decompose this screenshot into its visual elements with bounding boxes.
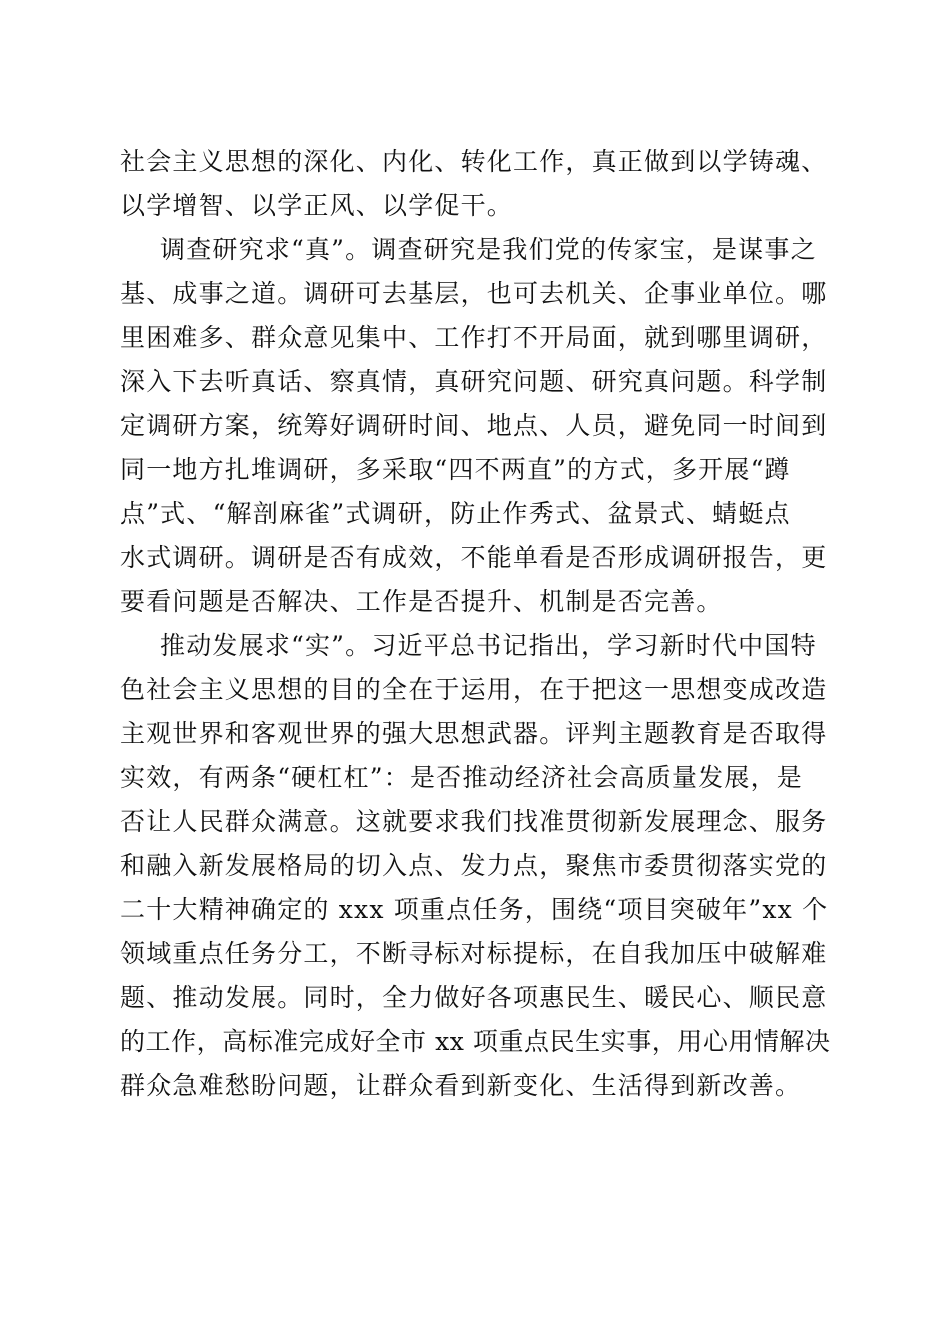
text-line: 调查研究求“真”。调查研究是我们党的传家宝，是谋事之 [160, 235, 817, 264]
text-line: 定调研方案，统筹好调研时间、地点、人员，避免同一时间到 [120, 411, 828, 440]
document-body [120, 140, 832, 1108]
text-line: 水式调研。调研是否有成效，不能单看是否形成调研报告，更 [120, 543, 828, 572]
text-line: 否让人民群众满意。这就要求我们找准贯彻新发展理念、服务 [120, 807, 828, 836]
paragraph-2 [120, 228, 832, 624]
text-line: 色社会主义思想的目的全在于运用，在于把这一思想变成改造 [120, 675, 828, 704]
text-line: 和融入新发展格局的切入点、发力点，聚焦市委贯彻落实党的 [120, 851, 828, 880]
text-line: 题、推动发展。同时，全力做好各项惠民生、暖民心、顺民意 [120, 983, 828, 1012]
text-line: 二十大精神确定的 xxx 项重点任务，围绕“项目突破年”xx 个 [120, 895, 829, 924]
text-line: 基、成事之道。调研可去基层，也可去机关、企事业单位。哪 [120, 279, 828, 308]
text-line: 主观世界和客观世界的强大思想武器。评判主题教育是否取得 [120, 719, 828, 748]
text-line: 领域重点任务分工，不断寻标对标提标，在自我加压中破解难 [120, 939, 828, 968]
text-line: 同一地方扎堆调研，多采取“四不两直”的方式，多开展“蹲 [120, 455, 791, 484]
paragraph-3 [120, 624, 832, 1108]
text-line: 点”式、“解剖麻雀”式调研，防止作秀式、盆景式、蜻蜓点 [120, 499, 791, 528]
text-line: 以学增智、以学正风、以学促干。 [120, 191, 514, 220]
text-line: 群众急难愁盼问题，让群众看到新变化、生活得到新改善。 [120, 1071, 802, 1100]
text-line: 要看问题是否解决、工作是否提升、机制是否完善。 [120, 587, 723, 616]
text-line: 里困难多、群众意见集中、工作打不开局面，就到哪里调研， [120, 323, 828, 352]
paragraph-1 [120, 140, 832, 228]
text-line: 实效，有两条“硬杠杠”：是否推动经济社会高质量发展，是 [120, 763, 803, 792]
text-line: 社会主义思想的深化、内化、转化工作，真正做到以学铸魂、 [120, 147, 828, 176]
text-line: 深入下去听真话、察真情，真研究问题、研究真问题。科学制 [120, 367, 828, 396]
text-line: 的工作，高标准完成好全市 xx 项重点民生实事，用心用情解决 [120, 1027, 831, 1056]
text-line: 推动发展求“实”。习近平总书记指出，学习新时代中国特 [160, 631, 817, 660]
